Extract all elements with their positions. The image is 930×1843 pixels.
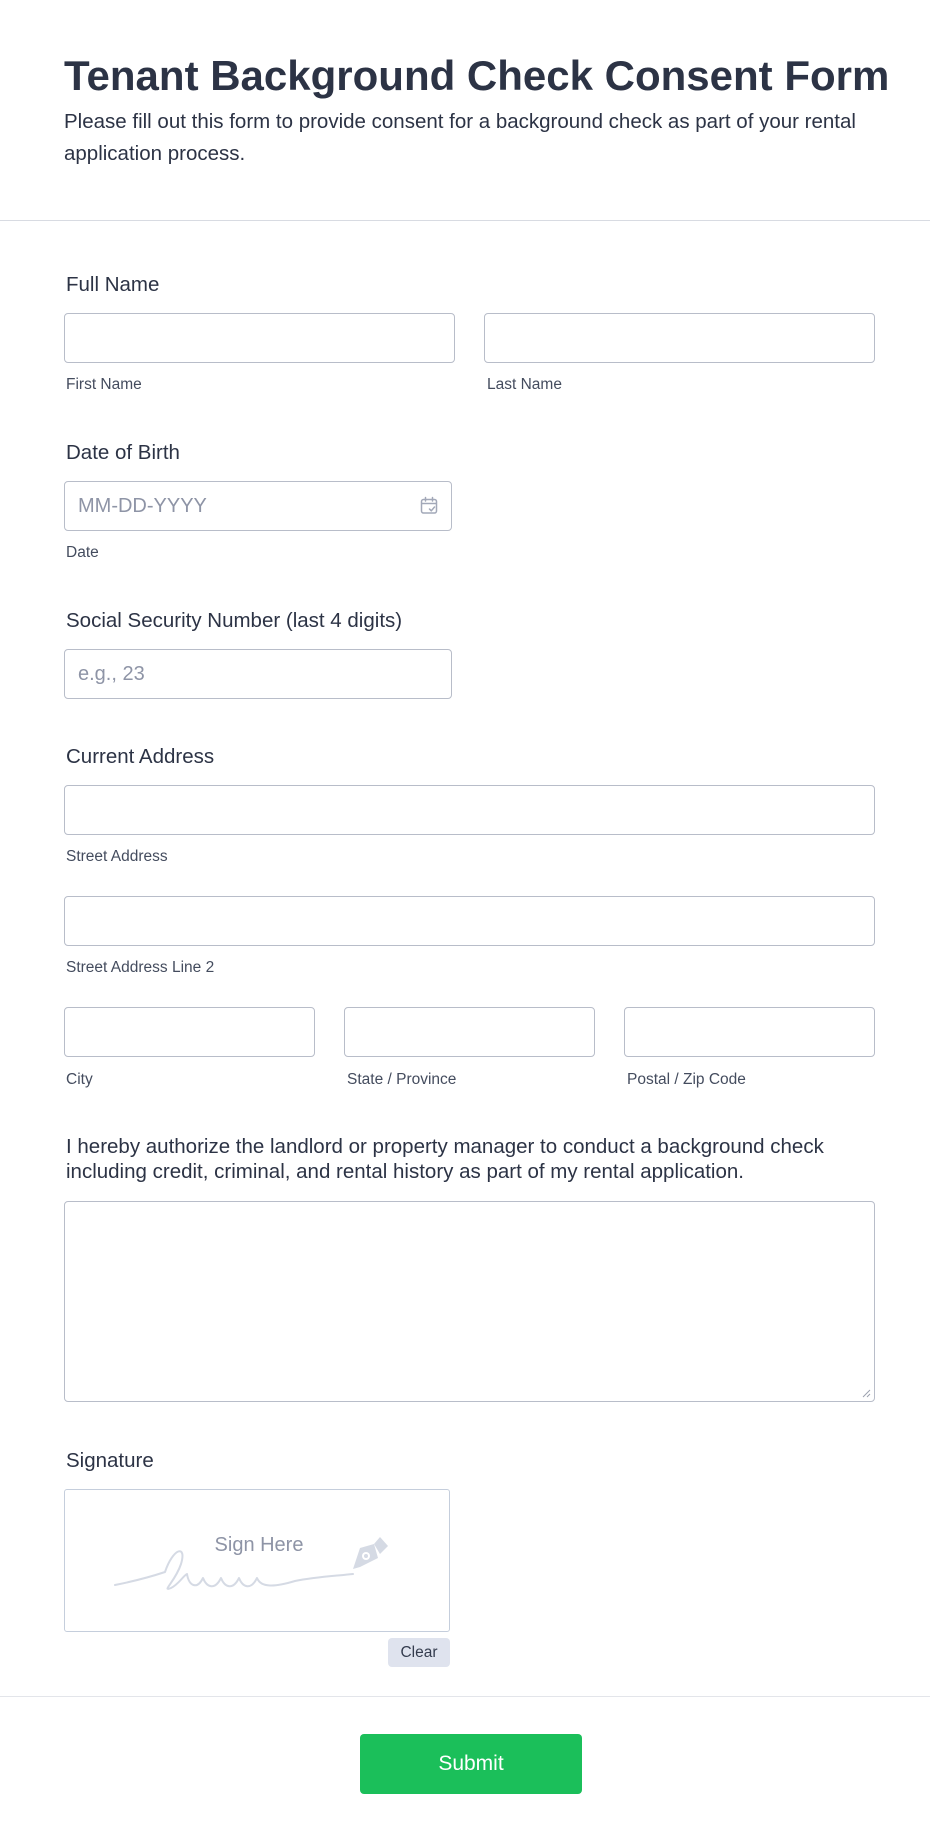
city-field[interactable] [64,1007,315,1057]
consent-textarea-wrapper[interactable] [64,1201,875,1402]
signature-squiggle-icon [65,1490,448,1630]
first-name-input[interactable] [65,314,454,362]
first-name-field[interactable] [64,313,455,363]
last-name-sublabel: Last Name [487,376,562,393]
form-header [0,0,930,221]
full-name-label: Full Name [66,273,160,296]
zip-field[interactable] [624,1007,875,1057]
dob-input[interactable] [65,482,451,530]
submit-button[interactable]: Submit [360,1734,582,1794]
address-label: Current Address [66,745,215,768]
consent-label: I hereby authorize the landlord or property manager to conduct a background check including credit, criminal, and rental history as part of my rental application. [66,1135,824,1183]
state-sublabel: State / Province [347,1071,457,1088]
signature-pad[interactable] [64,1489,450,1632]
street-address-field[interactable] [64,785,875,835]
calendar-icon[interactable] [419,496,439,516]
dob-field[interactable] [64,481,452,531]
street-address-input[interactable] [65,786,874,834]
zip-sublabel: Postal / Zip Code [627,1071,746,1088]
state-field[interactable] [344,1007,595,1057]
last-name-field[interactable] [484,313,875,363]
state-input[interactable] [345,1008,594,1056]
city-input[interactable] [65,1008,314,1056]
form-subtitle: Please fill out this form to provide consent for a background check as part of your rental application process. [64,110,856,165]
dob-sublabel: Date [66,544,99,561]
sign-here-placeholder: Sign Here [214,1534,304,1556]
form-title: Tenant Background Check Consent Form [64,52,890,99]
dob-label: Date of Birth [66,441,180,464]
city-sublabel: City [66,1071,93,1088]
street-address-2-field[interactable] [64,896,875,946]
consent-textarea[interactable] [65,1202,874,1401]
footer-divider [0,1696,930,1697]
street-address-2-sublabel: Street Address Line 2 [66,959,215,976]
signature-label: Signature [66,1449,154,1472]
street-address-sublabel: Street Address [66,848,168,865]
resize-handle-icon[interactable] [861,1388,871,1398]
street-address-2-input[interactable] [65,897,874,945]
ssn-label: Social Security Number (last 4 digits) [66,609,403,632]
clear-signature-button[interactable]: Clear [388,1638,450,1667]
last-name-input[interactable] [485,314,874,362]
ssn-field[interactable] [64,649,452,699]
ssn-input[interactable] [65,650,451,698]
first-name-sublabel: First Name [66,376,142,393]
zip-input[interactable] [625,1008,874,1056]
